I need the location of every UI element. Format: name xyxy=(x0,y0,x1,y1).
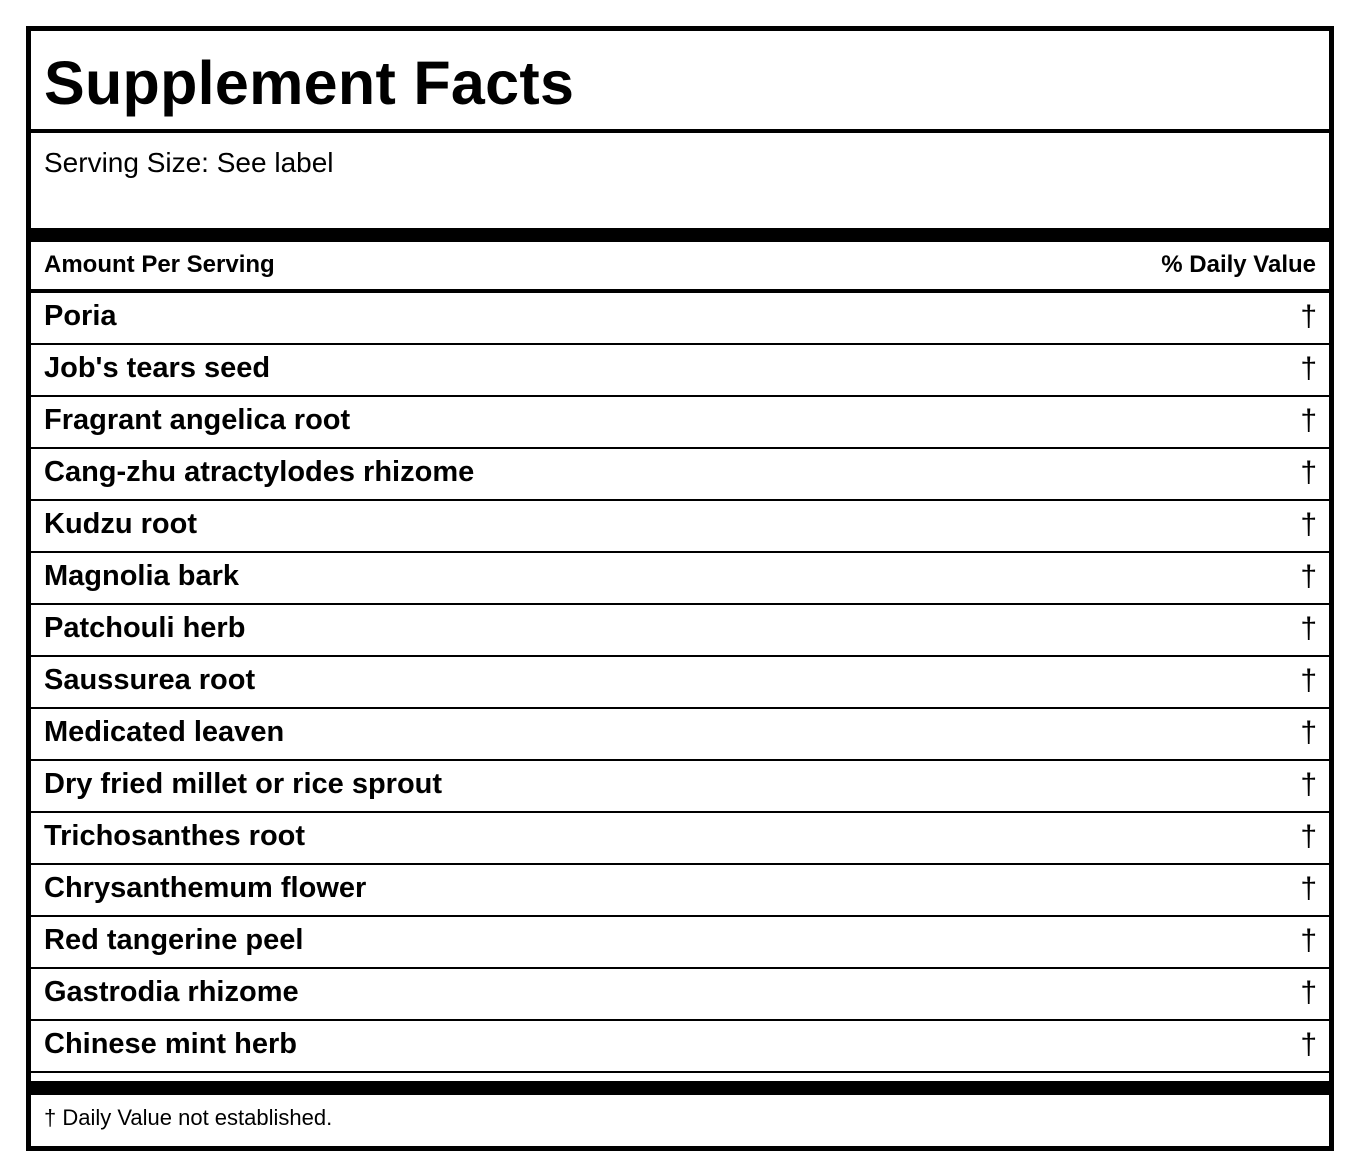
ingredient-row xyxy=(31,657,1329,709)
ingredient-name: Dry fried millet or rice sprout xyxy=(44,768,443,800)
ingredient-name: Patchouli herb xyxy=(44,612,246,644)
ingredient-name: Medicated leaven xyxy=(44,716,285,748)
daily-value-dagger: † xyxy=(1300,352,1317,385)
amount-per-serving-header: Amount Per Serving xyxy=(44,251,275,278)
ingredient-name: Kudzu root xyxy=(44,508,198,540)
ingredient-name: Poria xyxy=(44,300,117,332)
ingredient-row xyxy=(31,1021,1329,1073)
footnote: † Daily Value not established. xyxy=(44,1105,333,1130)
daily-value-dagger: † xyxy=(1300,872,1317,905)
supplement-facts-panel xyxy=(26,26,1334,1151)
section-divider-bar xyxy=(31,1081,1329,1095)
ingredient-row xyxy=(31,761,1329,813)
column-header-row xyxy=(31,242,1329,293)
title-section xyxy=(31,31,1329,133)
ingredient-row xyxy=(31,397,1329,449)
serving-size: Serving Size: See label xyxy=(44,147,334,178)
ingredient-row xyxy=(31,709,1329,761)
ingredient-row xyxy=(31,917,1329,969)
daily-value-header: % Daily Value xyxy=(1161,251,1316,278)
daily-value-dagger: † xyxy=(1300,300,1317,333)
ingredient-row xyxy=(31,345,1329,397)
ingredient-name: Red tangerine peel xyxy=(44,924,304,956)
ingredient-list xyxy=(31,293,1329,1073)
ingredient-row xyxy=(31,553,1329,605)
ingredient-row xyxy=(31,449,1329,501)
panel-title: Supplement Facts xyxy=(44,49,575,117)
ingredient-name: Gastrodia rhizome xyxy=(44,976,299,1008)
ingredient-row xyxy=(31,813,1329,865)
daily-value-dagger: † xyxy=(1300,768,1317,801)
serving-section xyxy=(31,133,1329,242)
ingredient-name: Trichosanthes root xyxy=(44,820,306,852)
daily-value-dagger: † xyxy=(1300,820,1317,853)
daily-value-dagger: † xyxy=(1300,924,1317,957)
daily-value-dagger: † xyxy=(1300,664,1317,697)
ingredient-name: Job's tears seed xyxy=(44,352,271,384)
daily-value-dagger: † xyxy=(1300,456,1317,489)
ingredient-row xyxy=(31,865,1329,917)
ingredient-name: Saussurea root xyxy=(44,664,256,696)
ingredient-row xyxy=(31,501,1329,553)
ingredient-name: Chrysanthemum flower xyxy=(44,872,367,904)
daily-value-dagger: † xyxy=(1300,976,1317,1009)
ingredient-row xyxy=(31,605,1329,657)
ingredient-name: Cang-zhu atractylodes rhizome xyxy=(44,456,475,488)
daily-value-dagger: † xyxy=(1300,1028,1317,1061)
ingredient-name: Magnolia bark xyxy=(44,560,239,592)
daily-value-dagger: † xyxy=(1300,560,1317,593)
ingredient-name: Chinese mint herb xyxy=(44,1028,297,1060)
daily-value-dagger: † xyxy=(1300,612,1317,645)
ingredient-name: Fragrant angelica root xyxy=(44,404,351,436)
daily-value-dagger: † xyxy=(1300,508,1317,541)
ingredient-row xyxy=(31,293,1329,345)
daily-value-dagger: † xyxy=(1300,404,1317,437)
daily-value-dagger: † xyxy=(1300,716,1317,749)
ingredient-row xyxy=(31,969,1329,1021)
